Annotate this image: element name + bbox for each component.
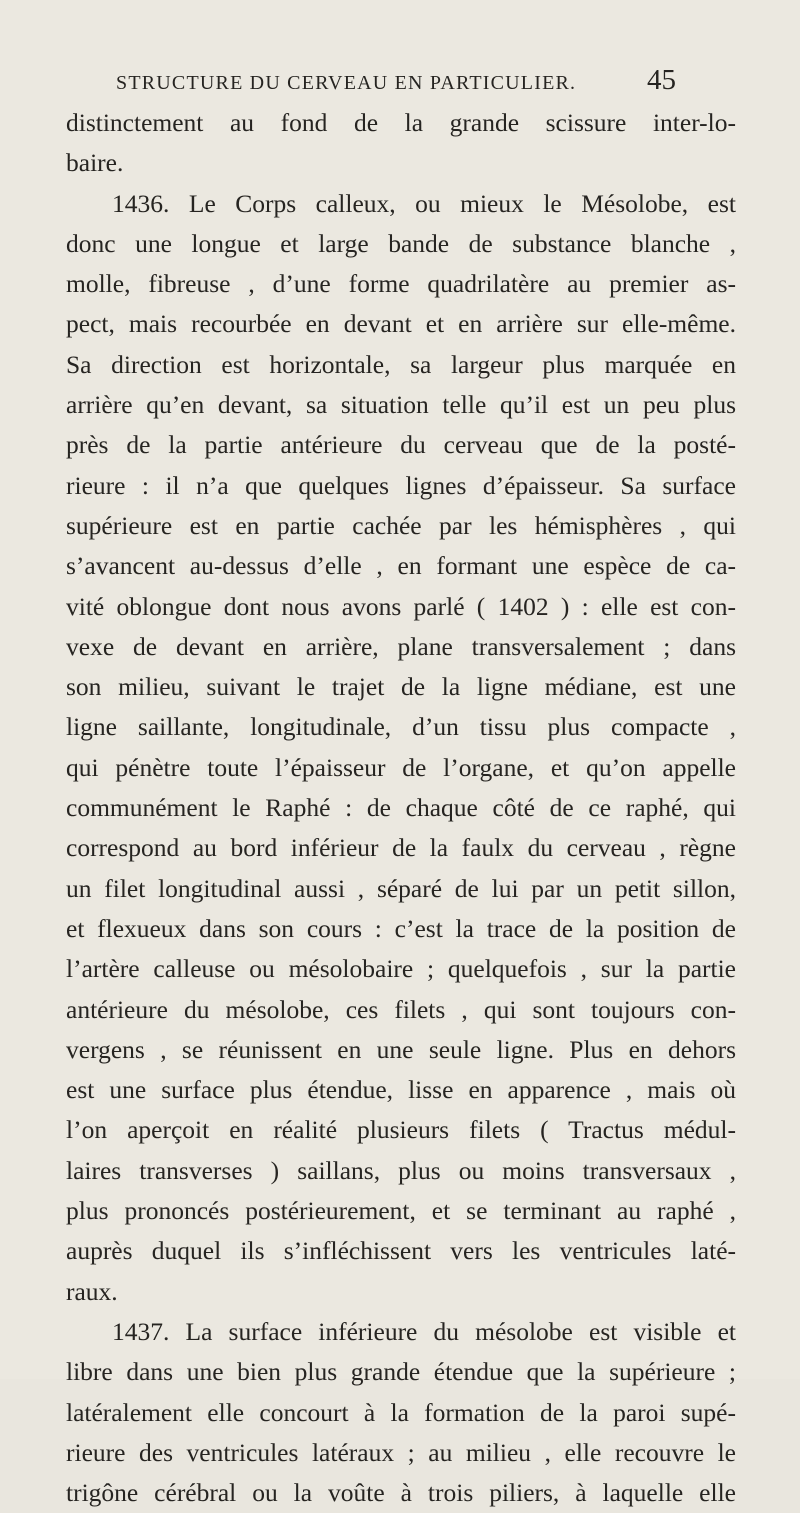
text-line: s’avancent au-dessus d’elle , en formant une espèce de ca- (66, 551, 736, 581)
body-text (66, 103, 736, 1513)
text-line: raux. (66, 1276, 118, 1306)
text-line: près de la partie antérieure du cerveau que de la posté- (66, 430, 736, 460)
text-line: pect, mais recourbée en devant et en arrière sur elle-même. (66, 309, 736, 339)
text-line: vexe de devant en arrière, plane transversalement ; dans (66, 631, 736, 661)
text-line: latéralement elle concourt à la formation de la paroi supé- (66, 1397, 736, 1427)
text-line: plus prononcés postérieurement, et se terminant au raphé , (66, 1196, 736, 1226)
running-title: STRUCTURE DU CERVEAU EN PARTICULIER. (116, 72, 577, 94)
text-line: baire. (66, 148, 124, 178)
text-line: Sa direction est horizontale, sa largeur plus marquée en (66, 349, 736, 379)
text-line: un filet longitudinal aussi , séparé de lui par un petit sillon, (66, 873, 736, 903)
text-line: vité oblongue dont nous avons parlé ( 1402 ) : elle est con- (66, 591, 736, 621)
text-line: l’artère calleuse ou mésolobaire ; quelquefois , sur la partie (66, 954, 736, 984)
text-line: trigône cérébral ou la voûte à trois piliers, à laquelle elle (66, 1478, 736, 1508)
text-line: et flexueux dans son cours : c’est la trace de la position de (66, 913, 736, 943)
text-line: vergens , se réunissent en une seule ligne. Plus en dehors (66, 1034, 736, 1064)
text-line: molle, fibreuse , d’une forme quadrilatère au premier as- (66, 269, 736, 299)
paragraph-start-line: 1436. Le Corps calleux, ou mieux le Mésolobe, est (112, 188, 736, 218)
text-line: l’on aperçoit en réalité plusieurs filets ( Tractus médul- (66, 1115, 736, 1145)
paragraph-start-line: 1437. La surface inférieure du mésolobe est visible et (112, 1316, 736, 1346)
running-head (116, 64, 676, 100)
text-line: supérieure est en partie cachée par les hémisphères , qui (66, 510, 736, 540)
text-line: laires transverses ) saillans, plus ou moins transversaux , (66, 1155, 736, 1185)
text-line: ligne saillante, longitudinale, d’un tissu plus compacte , (66, 712, 736, 742)
page-number: 45 (647, 64, 676, 96)
text-line: distinctement au fond de la grande scissure inter-lo- (66, 108, 736, 137)
text-line: qui pénètre toute l’épaisseur de l’organe, et qu’on appelle (66, 752, 736, 782)
text-line: correspond au bord inférieur de la faulx du cerveau , règne (66, 833, 736, 863)
text-line: est une surface plus étendue, lisse en apparence , mais où (66, 1075, 736, 1105)
text-line: auprès duquel ils s’infléchissent vers les ventricules laté- (66, 1236, 736, 1266)
text-line: son milieu, suivant le trajet de la ligne médiane, est une (66, 672, 736, 702)
text-line: libre dans une bien plus grande étendue que la supérieure ; (66, 1357, 736, 1387)
text-line: antérieure du mésolobe, ces filets , qui sont toujours con- (66, 994, 736, 1024)
text-line: rieure des ventricules latéraux ; au milieu , elle recouvre le (66, 1437, 736, 1467)
text-line: donc une longue et large bande de substance blanche , (66, 228, 736, 258)
text-line: communément le Raphé : de chaque côté de ce raphé, qui (66, 793, 736, 823)
text-line: rieure : il n’a que quelques lignes d’épaisseur. Sa surface (66, 470, 736, 500)
text-line: arrière qu’en devant, sa situation telle qu’il est un peu plus (66, 390, 736, 420)
